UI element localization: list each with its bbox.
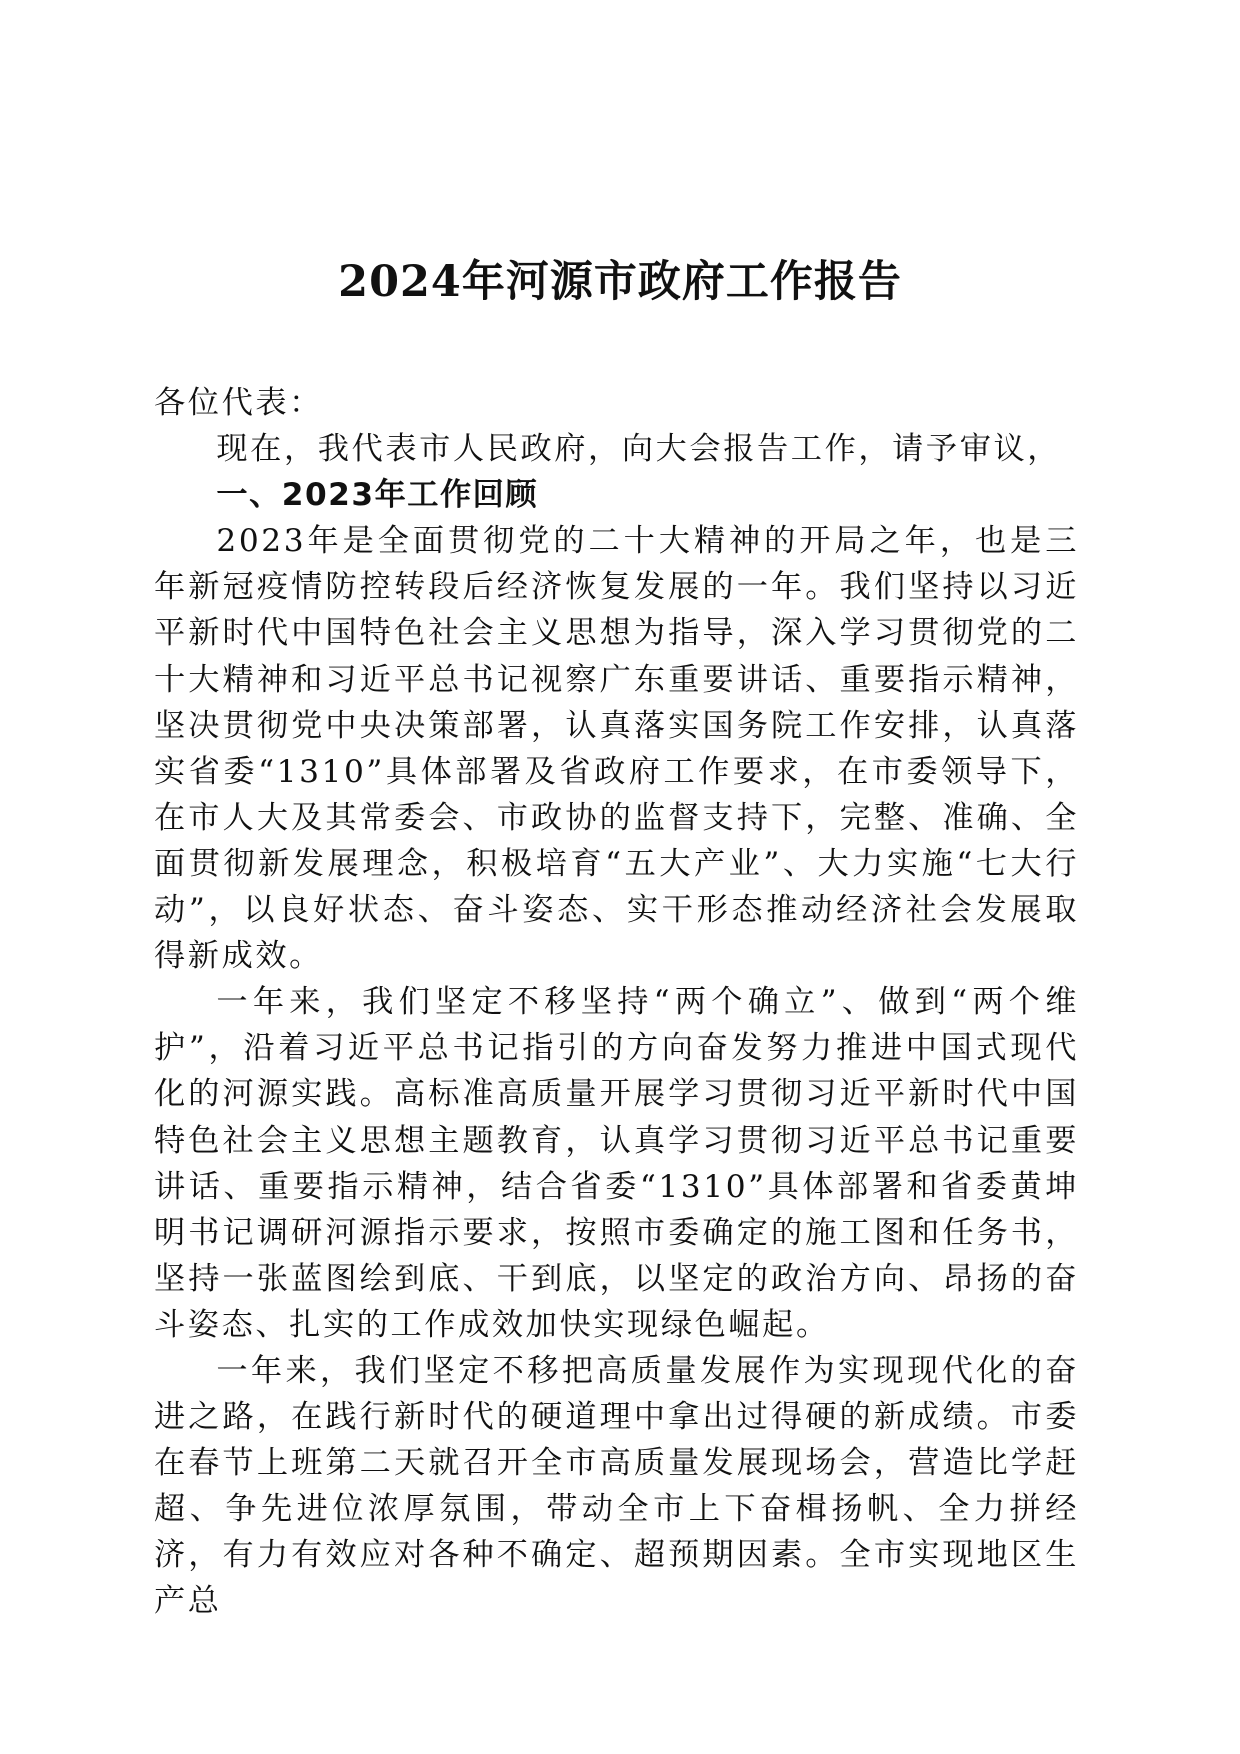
paragraph-3: 一年来，我们坚定不移把高质量发展作为实现现代化的奋进之路，在践行新时代的硬道理中拿出过得硬的新成绩。市委在春节上班第二天就召开全市高质量发展现场会，营造比学赶超、争先进位浓厚氛围，带动全市上下奋楫扬帆、全力拼经济，有力有效应对各种不确定、超预期因素。全市实现地区生产总 (154, 1352, 1079, 1620)
salutation: 各位代表： (154, 385, 323, 421)
paragraph-1: 2023年是全面贯彻党的二十大精神的开局之年，也是三年新冠疫情防控转段后经济恢复发展的一年。我们坚持以习近平新时代中国特色社会主义思想为指导，深入学习贯彻党的二十大精神和习近平总书记视察广东重要讲话、重要指示精神，坚决贯彻党中央决策部署，认真落实国务院工作安排，认真落实省委“1310”具体部署及省政府工作要求，在市委领导下，在市人大及其常委会、市政协的监督支持下，完整、准确、全面贯彻新发展理念，积极培育“五大产业”、大力实施“七大行动”，以良好状态、奋斗姿态、实干形态推动经济社会发展取得新成效。 (154, 523, 1079, 975)
section-heading-1: 一、2023年工作回顾 (216, 477, 539, 514)
intro-paragraph: 现在，我代表市人民政府，向大会报告工作，请予审议， (216, 431, 1062, 468)
document-body (154, 380, 1079, 1625)
document-title: 2024年河源市政府工作报告 (338, 257, 902, 307)
paragraph-2: 一年来，我们坚定不移坚持“两个确立”、做到“两个维护”，沿着习近平总书记指引的方向奋发努力推进中国式现代化的河源实践。高标准高质量开展学习贯彻习近平新时代中国特色社会主义思想主题教育，认真学习贯彻习近平总书记重要讲话、重要指示精神，结合省委“1310”具体部署和省委黄坤明书记调研河源指示要求，按照市委确定的施工图和任务书，坚持一张蓝图绘到底、干到底，以坚定的政治方向、昂扬的奋斗姿态、扎实的工作成效加快实现绿色崛起。 (154, 984, 1079, 1343)
